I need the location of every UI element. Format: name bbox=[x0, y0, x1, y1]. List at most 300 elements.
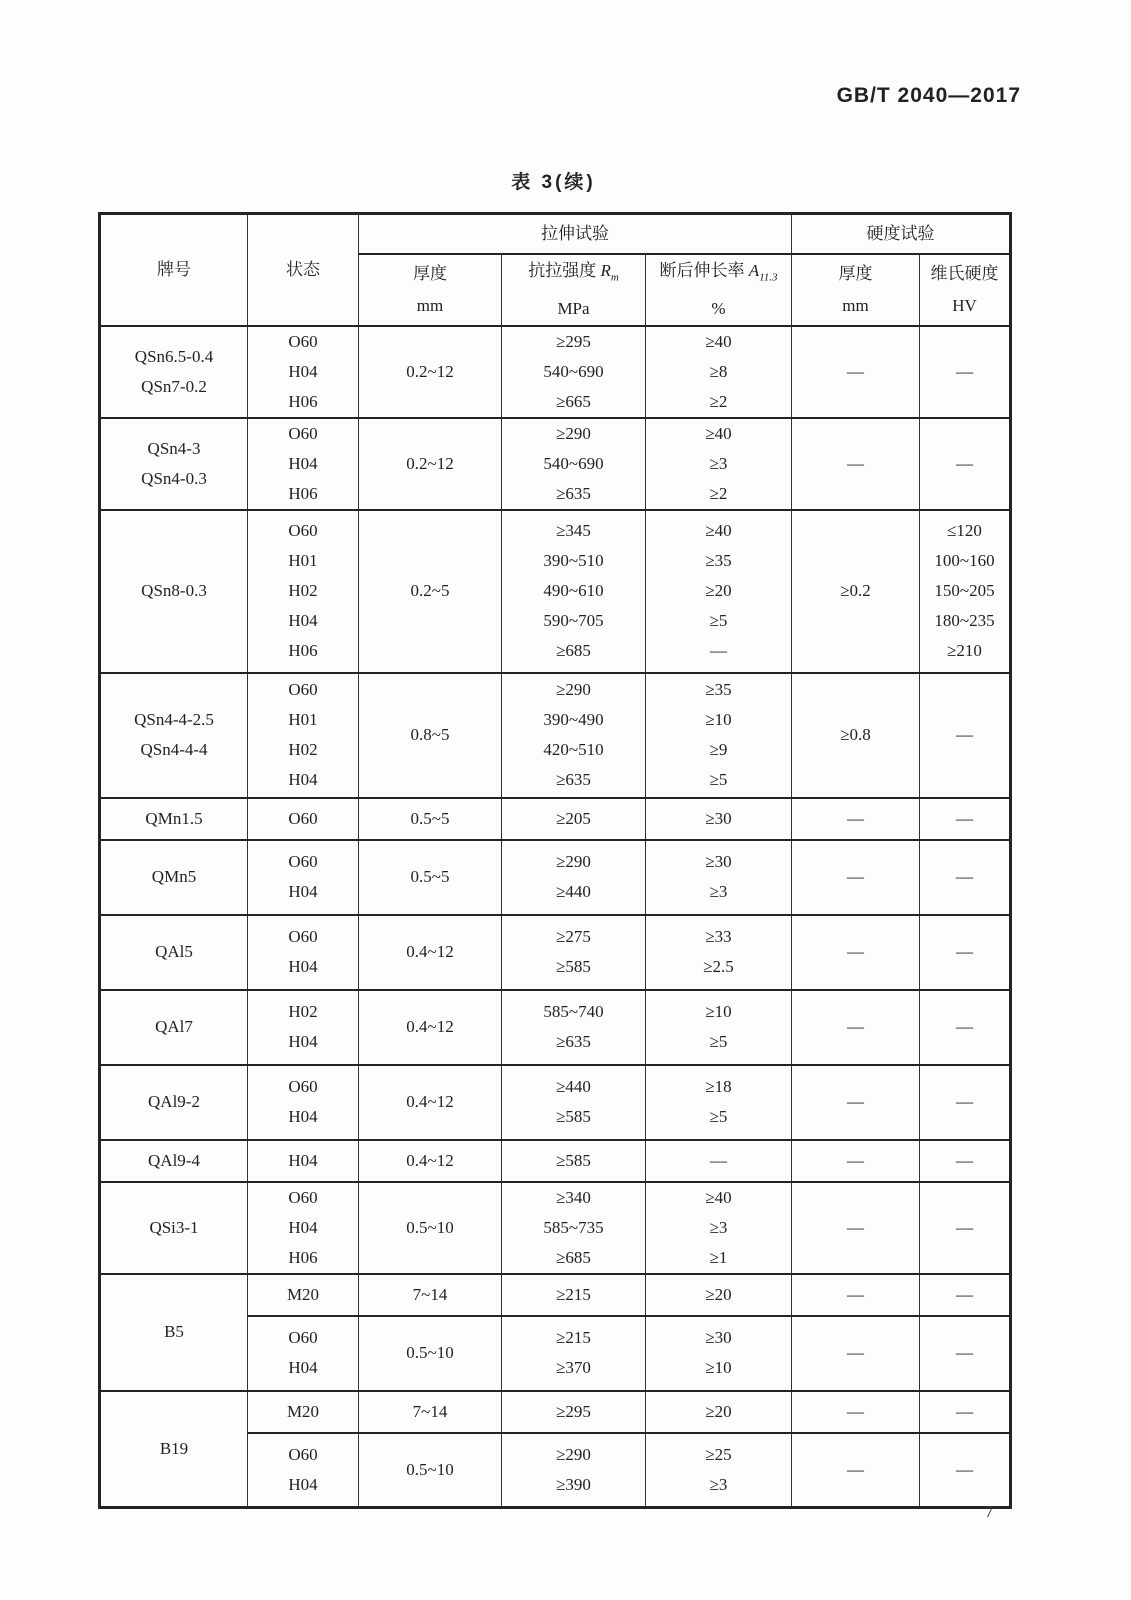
grade-cell-value: QAl9-2 bbox=[148, 1092, 200, 1112]
elongation-cell-value: ≥20 bbox=[705, 1284, 732, 1304]
elongation-cell-value: — bbox=[710, 641, 727, 661]
hardness-thickness-label: 厚度 bbox=[838, 263, 873, 283]
elongation-cell-value: ≥35 bbox=[705, 551, 732, 571]
grade-cell bbox=[100, 798, 248, 840]
hardness-thickness-cell-value: — bbox=[847, 453, 864, 473]
hardness-thickness-cell-value: — bbox=[847, 867, 864, 887]
state-cell-value: H04 bbox=[288, 611, 318, 631]
elongation-cell-value: ≥33 bbox=[705, 927, 732, 947]
elongation-cell-value: ≥5 bbox=[709, 611, 728, 631]
hardness-cell bbox=[920, 990, 1011, 1065]
hardness-thickness-cell-value: ≥0.2 bbox=[840, 581, 871, 601]
strength-cell-value: ≥635 bbox=[556, 483, 591, 503]
strength-cell bbox=[502, 990, 646, 1065]
grade-cell-value: QSn7-0.2 bbox=[141, 376, 207, 396]
grade-cell-value: QSi3-1 bbox=[149, 1217, 199, 1237]
elongation-cell bbox=[646, 798, 792, 840]
elongation-cell-value: ≥40 bbox=[705, 423, 732, 443]
thickness-cell-value: 0.4~12 bbox=[406, 1017, 454, 1037]
hardness-cell bbox=[920, 1274, 1011, 1316]
elongation-cell bbox=[646, 1316, 792, 1391]
grade-cell-value: QMn1.5 bbox=[145, 808, 203, 828]
strength-symbol: R bbox=[600, 260, 611, 280]
col-thickness-header bbox=[359, 254, 502, 326]
strength-cell-value: 585~740 bbox=[543, 1002, 604, 1022]
elongation-cell-value: ≥8 bbox=[709, 361, 728, 381]
hardness-cell-value: 150~205 bbox=[934, 581, 995, 601]
thickness-cell bbox=[359, 1182, 502, 1274]
strength-cell-value: ≥345 bbox=[556, 521, 591, 541]
elongation-symbol: A bbox=[748, 260, 760, 280]
strength-cell-value: 490~610 bbox=[543, 581, 604, 601]
elongation-cell-value: ≥20 bbox=[705, 581, 732, 601]
grade-cell-value: QSn4-4-2.5 bbox=[134, 710, 214, 730]
state-cell-value: H04 bbox=[288, 1107, 318, 1127]
elongation-cell-value: ≥30 bbox=[705, 808, 732, 828]
thickness-cell-value: 0.5~5 bbox=[410, 867, 450, 887]
hardness-thickness-cell-value: — bbox=[847, 1460, 864, 1480]
strength-cell-value: ≥205 bbox=[556, 808, 591, 828]
state-cell bbox=[248, 1391, 359, 1433]
strength-cell-value: 540~690 bbox=[543, 361, 604, 381]
thickness-unit: mm bbox=[416, 295, 444, 315]
strength-cell bbox=[502, 840, 646, 915]
hardness-thickness-cell bbox=[792, 1065, 920, 1140]
state-cell-value: H06 bbox=[288, 641, 318, 661]
thickness-cell-value: 0.4~12 bbox=[406, 942, 454, 962]
doc-number: GB/T 2040—2017 bbox=[836, 84, 1021, 107]
state-cell-value: O60 bbox=[288, 808, 318, 828]
table-row bbox=[100, 673, 1011, 798]
state-cell-value: O60 bbox=[288, 852, 318, 872]
thickness-cell-value: 0.2~12 bbox=[406, 361, 454, 381]
strength-cell-value: ≥295 bbox=[556, 331, 591, 351]
elongation-cell-value: ≥10 bbox=[705, 1002, 732, 1022]
elongation-cell-value: ≥40 bbox=[705, 1187, 732, 1207]
strength-cell-value: ≥585 bbox=[556, 957, 591, 977]
hardness-cell-value: — bbox=[956, 361, 973, 381]
state-cell-value: M20 bbox=[286, 1401, 320, 1421]
grade-cell bbox=[100, 1140, 248, 1182]
hardness-cell-value: — bbox=[956, 1460, 973, 1480]
col-state-header bbox=[248, 214, 359, 326]
strength-cell-value: ≥440 bbox=[556, 1077, 591, 1097]
grade-cell-value: QSn4-4-4 bbox=[140, 740, 208, 760]
strength-label bbox=[502, 255, 645, 293]
thickness-cell bbox=[359, 798, 502, 840]
strength-cell bbox=[502, 326, 646, 418]
strength-cell bbox=[502, 1182, 646, 1274]
elongation-cell bbox=[646, 673, 792, 798]
grade-cell bbox=[100, 1182, 248, 1274]
strength-cell bbox=[502, 915, 646, 990]
thickness-cell bbox=[359, 840, 502, 915]
hardness-cell-value: ≤120 bbox=[947, 521, 982, 541]
state-cell-value: H04 bbox=[288, 1150, 318, 1170]
elongation-cell-value: ≥3 bbox=[709, 882, 728, 902]
grade-cell bbox=[100, 1391, 248, 1508]
strength-label-text: 抗拉强度 bbox=[528, 260, 601, 280]
hardness-cell bbox=[920, 326, 1011, 418]
grade-cell-value: QMn5 bbox=[151, 867, 197, 887]
state-cell bbox=[248, 418, 359, 510]
elongation-cell-value: ≥30 bbox=[705, 852, 732, 872]
elongation-cell-value: ≥10 bbox=[705, 710, 732, 730]
hardness-cell-value: — bbox=[956, 942, 973, 962]
elongation-cell-value: ≥2 bbox=[709, 391, 728, 411]
hardness-cell bbox=[920, 1140, 1011, 1182]
hardness-thickness-cell bbox=[792, 673, 920, 798]
grade-cell bbox=[100, 840, 248, 915]
thickness-cell bbox=[359, 673, 502, 798]
hardness-thickness-cell-value: — bbox=[847, 1284, 864, 1304]
page-number: 7 bbox=[985, 1502, 994, 1521]
elongation-cell-value: ≥30 bbox=[705, 1328, 732, 1348]
hardness-thickness-cell bbox=[792, 1274, 920, 1316]
hardness-cell-value: — bbox=[956, 808, 973, 828]
strength-cell-value: ≥290 bbox=[556, 852, 591, 872]
elongation-unit: % bbox=[711, 298, 726, 318]
strength-cell-value: ≥290 bbox=[556, 423, 591, 443]
thickness-cell-value: 0.2~5 bbox=[410, 581, 450, 601]
thickness-cell bbox=[359, 510, 502, 673]
elongation-cell bbox=[646, 840, 792, 915]
hardness-group-label: 硬度试验 bbox=[866, 223, 935, 243]
hardness-cell-value: 100~160 bbox=[934, 551, 995, 571]
state-cell bbox=[248, 1433, 359, 1508]
hardness-thickness-unit: mm bbox=[842, 295, 869, 315]
elongation-cell bbox=[646, 990, 792, 1065]
strength-cell-value: ≥685 bbox=[556, 641, 591, 661]
state-cell-value: H02 bbox=[288, 1002, 318, 1022]
thickness-cell bbox=[359, 1316, 502, 1391]
table-row bbox=[100, 915, 1011, 990]
strength-cell bbox=[502, 1391, 646, 1433]
state-cell bbox=[248, 1316, 359, 1391]
hardness-thickness-cell bbox=[792, 1391, 920, 1433]
col-hardness-thickness-header bbox=[792, 254, 920, 326]
strength-cell-value: 390~490 bbox=[543, 710, 604, 730]
state-cell-value: O60 bbox=[288, 521, 318, 541]
grade-cell-value: QSn8-0.3 bbox=[141, 581, 207, 601]
table-row bbox=[100, 840, 1011, 915]
hardness-cell bbox=[920, 673, 1011, 798]
hardness-cell bbox=[920, 1316, 1011, 1391]
hardness-thickness-cell bbox=[792, 1140, 920, 1182]
vickers-unit: HV bbox=[952, 295, 977, 315]
state-cell bbox=[248, 326, 359, 418]
state-cell bbox=[248, 1182, 359, 1274]
state-cell-value: H06 bbox=[288, 483, 318, 503]
state-cell-value: O60 bbox=[288, 1445, 318, 1465]
hardness-cell bbox=[920, 798, 1011, 840]
strength-cell-value: ≥390 bbox=[556, 1475, 591, 1495]
state-cell-value: O60 bbox=[288, 1077, 318, 1097]
elongation-cell-value: ≥2 bbox=[709, 483, 728, 503]
state-cell-value: H04 bbox=[288, 770, 318, 790]
state-cell-value: H04 bbox=[288, 361, 318, 381]
col-strength-header bbox=[502, 254, 646, 326]
thickness-cell bbox=[359, 326, 502, 418]
hardness-thickness-cell bbox=[792, 418, 920, 510]
elongation-cell-value: — bbox=[710, 1150, 727, 1170]
hardness-cell-value: — bbox=[956, 1401, 973, 1421]
elongation-cell-value: ≥5 bbox=[709, 1107, 728, 1127]
strength-cell-value: ≥585 bbox=[556, 1150, 591, 1170]
hardness-thickness-cell-value: — bbox=[847, 1092, 864, 1112]
elongation-cell-value: ≥18 bbox=[705, 1077, 732, 1097]
elongation-cell bbox=[646, 1391, 792, 1433]
elongation-cell bbox=[646, 326, 792, 418]
elongation-cell-value: ≥9 bbox=[709, 740, 728, 760]
hardness-thickness-cell-value: — bbox=[847, 1150, 864, 1170]
elongation-cell-value: ≥3 bbox=[709, 1475, 728, 1495]
state-cell bbox=[248, 990, 359, 1065]
hardness-cell bbox=[920, 1391, 1011, 1433]
hardness-thickness-cell bbox=[792, 1182, 920, 1274]
elongation-cell-value: ≥2.5 bbox=[703, 957, 734, 977]
elongation-cell bbox=[646, 1065, 792, 1140]
strength-cell-value: ≥440 bbox=[556, 882, 591, 902]
hardness-thickness-cell-value: — bbox=[847, 1217, 864, 1237]
state-cell-value: H04 bbox=[288, 453, 318, 473]
thickness-cell bbox=[359, 1274, 502, 1316]
strength-cell bbox=[502, 798, 646, 840]
elongation-cell-value: ≥1 bbox=[709, 1247, 728, 1267]
thickness-cell-value: 0.5~5 bbox=[410, 808, 450, 828]
grade-cell-value: QSn6.5-0.4 bbox=[134, 346, 214, 366]
table-row bbox=[100, 1140, 1011, 1182]
thickness-cell bbox=[359, 418, 502, 510]
grade-cell bbox=[100, 915, 248, 990]
elongation-label bbox=[646, 255, 791, 293]
hardness-cell bbox=[920, 418, 1011, 510]
strength-cell-value: ≥340 bbox=[556, 1187, 591, 1207]
table-title: 表 3(续) bbox=[511, 172, 596, 193]
hardness-cell bbox=[920, 510, 1011, 673]
strength-cell-value: ≥635 bbox=[556, 1032, 591, 1052]
strength-cell-value: 540~690 bbox=[543, 453, 604, 473]
elongation-cell-value: ≥10 bbox=[705, 1358, 732, 1378]
hardness-thickness-cell-value: — bbox=[847, 808, 864, 828]
table-row bbox=[100, 1065, 1011, 1140]
grade-cell-value: QAl5 bbox=[155, 942, 193, 962]
tensile-group-label: 拉伸试验 bbox=[541, 223, 609, 243]
strength-cell-value: ≥290 bbox=[556, 1445, 591, 1465]
state-cell-value: M20 bbox=[286, 1284, 320, 1304]
state-cell bbox=[248, 915, 359, 990]
strength-cell bbox=[502, 510, 646, 673]
strength-cell bbox=[502, 1316, 646, 1391]
header-group-row bbox=[100, 214, 1011, 254]
state-cell-value: H04 bbox=[288, 1032, 318, 1052]
state-cell-value: H01 bbox=[288, 551, 318, 571]
strength-cell bbox=[502, 1140, 646, 1182]
hardness-cell-value: ≥210 bbox=[947, 641, 982, 661]
elongation-cell bbox=[646, 1433, 792, 1508]
elongation-cell-value: ≥3 bbox=[709, 453, 728, 473]
grade-cell-value: QSn4-3 bbox=[147, 438, 201, 458]
strength-cell-value: ≥635 bbox=[556, 770, 591, 790]
state-cell-value: H04 bbox=[288, 882, 318, 902]
strength-cell-value: ≥290 bbox=[556, 680, 591, 700]
elongation-cell bbox=[646, 510, 792, 673]
strength-cell bbox=[502, 418, 646, 510]
strength-cell-value: 390~510 bbox=[543, 551, 604, 571]
elongation-cell bbox=[646, 915, 792, 990]
hardness-cell-value: — bbox=[956, 1150, 973, 1170]
grade-cell bbox=[100, 1065, 248, 1140]
thickness-cell-value: 0.5~10 bbox=[406, 1460, 454, 1480]
state-cell bbox=[248, 1140, 359, 1182]
strength-cell-value: ≥215 bbox=[556, 1328, 591, 1348]
strength-cell-value: ≥665 bbox=[556, 391, 591, 411]
thickness-cell-value: 0.5~10 bbox=[406, 1217, 454, 1237]
table-row bbox=[100, 510, 1011, 673]
state-cell-value: O60 bbox=[288, 927, 318, 947]
hardness-thickness-cell bbox=[792, 915, 920, 990]
hardness-thickness-cell-value: — bbox=[847, 1401, 864, 1421]
elongation-cell-value: ≥5 bbox=[709, 770, 728, 790]
hardness-cell-value: — bbox=[956, 1284, 973, 1304]
hardness-thickness-cell-value: — bbox=[847, 1343, 864, 1363]
elongation-cell bbox=[646, 1182, 792, 1274]
table-row bbox=[100, 990, 1011, 1065]
thickness-label: 厚度 bbox=[413, 263, 447, 283]
hardness-cell-value: — bbox=[956, 867, 973, 887]
thickness-cell-value: 0.2~12 bbox=[406, 453, 454, 473]
grade-cell bbox=[100, 1274, 248, 1391]
hardness-thickness-cell bbox=[792, 1433, 920, 1508]
hardness-cell-value: — bbox=[956, 1017, 973, 1037]
elongation-cell-value: ≥20 bbox=[705, 1401, 732, 1421]
state-header-label: 状态 bbox=[286, 259, 320, 279]
state-cell-value: H04 bbox=[288, 1358, 318, 1378]
state-cell-value: H04 bbox=[288, 957, 318, 977]
strength-cell-value: ≥295 bbox=[556, 1401, 591, 1421]
state-cell-value: H01 bbox=[288, 710, 318, 730]
hardness-thickness-cell-value: — bbox=[847, 361, 864, 381]
elongation-subscript: 11.3 bbox=[759, 270, 778, 283]
hardness-cell bbox=[920, 1065, 1011, 1140]
state-cell-value: O60 bbox=[288, 331, 318, 351]
state-cell-value: O60 bbox=[288, 1328, 318, 1348]
hardness-cell-value: 180~235 bbox=[934, 611, 995, 631]
strength-cell-value: 585~735 bbox=[543, 1217, 604, 1237]
state-cell-value: H04 bbox=[288, 1217, 318, 1237]
strength-cell-value: ≥585 bbox=[556, 1107, 591, 1127]
col-elongation-header bbox=[646, 254, 792, 326]
table-row bbox=[100, 798, 1011, 840]
thickness-cell-value: 0.4~12 bbox=[406, 1092, 454, 1112]
grade-cell-value: B5 bbox=[164, 1322, 184, 1342]
grade-cell-value: QAl7 bbox=[155, 1017, 193, 1037]
hardness-thickness-cell-value: ≥0.8 bbox=[840, 725, 871, 745]
grade-cell bbox=[100, 326, 248, 418]
hardness-thickness-cell bbox=[792, 990, 920, 1065]
properties-table bbox=[98, 212, 1012, 1509]
group-hardness-header bbox=[792, 214, 1011, 254]
elongation-cell bbox=[646, 1140, 792, 1182]
strength-cell-value: 590~705 bbox=[543, 611, 604, 631]
state-cell bbox=[248, 673, 359, 798]
thickness-cell bbox=[359, 990, 502, 1065]
thickness-cell-value: 0.5~10 bbox=[406, 1343, 454, 1363]
grade-cell-value: QSn4-0.3 bbox=[141, 468, 207, 488]
strength-cell bbox=[502, 673, 646, 798]
thickness-cell bbox=[359, 1391, 502, 1433]
hardness-cell bbox=[920, 1433, 1011, 1508]
hardness-thickness-cell bbox=[792, 840, 920, 915]
hardness-thickness-cell bbox=[792, 1316, 920, 1391]
table-header bbox=[100, 214, 1011, 326]
table-row bbox=[100, 1391, 1011, 1433]
hardness-cell-value: — bbox=[956, 725, 973, 745]
grade-cell bbox=[100, 990, 248, 1065]
table-row bbox=[100, 326, 1011, 418]
state-cell-value: O60 bbox=[288, 423, 318, 443]
thickness-cell bbox=[359, 1433, 502, 1508]
elongation-cell-value: ≥40 bbox=[705, 331, 732, 351]
thickness-cell-value: 7~14 bbox=[412, 1401, 448, 1421]
grade-cell bbox=[100, 673, 248, 798]
thickness-cell-value: 0.4~12 bbox=[406, 1150, 454, 1170]
state-cell-value: O60 bbox=[288, 1187, 318, 1207]
strength-cell bbox=[502, 1274, 646, 1316]
thickness-cell-value: 7~14 bbox=[412, 1284, 448, 1304]
strength-cell bbox=[502, 1065, 646, 1140]
strength-cell-value: ≥685 bbox=[556, 1247, 591, 1267]
thickness-cell bbox=[359, 915, 502, 990]
grade-cell bbox=[100, 510, 248, 673]
hardness-cell bbox=[920, 1182, 1011, 1274]
vickers-label: 维氏硬度 bbox=[930, 263, 999, 283]
strength-cell-value: ≥275 bbox=[556, 927, 591, 947]
strength-subscript: m bbox=[610, 270, 619, 283]
state-cell bbox=[248, 1065, 359, 1140]
elongation-label-text: 断后伸长率 bbox=[659, 260, 749, 280]
strength-cell-value: ≥215 bbox=[556, 1284, 591, 1304]
hardness-thickness-cell-value: — bbox=[847, 1017, 864, 1037]
state-cell-value: H06 bbox=[288, 1247, 318, 1267]
elongation-cell-value: ≥5 bbox=[709, 1032, 728, 1052]
state-cell-value: H04 bbox=[288, 1475, 318, 1495]
col-grade-header bbox=[100, 214, 248, 326]
state-cell bbox=[248, 510, 359, 673]
table-row bbox=[100, 1182, 1011, 1274]
elongation-cell-value: ≥35 bbox=[705, 680, 732, 700]
hardness-cell-value: — bbox=[956, 1092, 973, 1112]
thickness-cell bbox=[359, 1140, 502, 1182]
state-cell-value: H06 bbox=[288, 391, 318, 411]
elongation-cell bbox=[646, 1274, 792, 1316]
group-tensile-header bbox=[359, 214, 792, 254]
hardness-cell bbox=[920, 915, 1011, 990]
table-row bbox=[100, 1274, 1011, 1316]
state-cell-value: H02 bbox=[288, 740, 318, 760]
table-body bbox=[100, 326, 1011, 1508]
state-cell bbox=[248, 798, 359, 840]
hardness-thickness-cell bbox=[792, 798, 920, 840]
hardness-thickness-cell bbox=[792, 326, 920, 418]
thickness-cell-value: 0.8~5 bbox=[410, 725, 450, 745]
strength-cell bbox=[502, 1433, 646, 1508]
hardness-cell bbox=[920, 840, 1011, 915]
grade-header-label: 牌号 bbox=[157, 259, 191, 279]
elongation-cell bbox=[646, 418, 792, 510]
strength-cell-value: ≥370 bbox=[556, 1358, 591, 1378]
table-row bbox=[100, 418, 1011, 510]
